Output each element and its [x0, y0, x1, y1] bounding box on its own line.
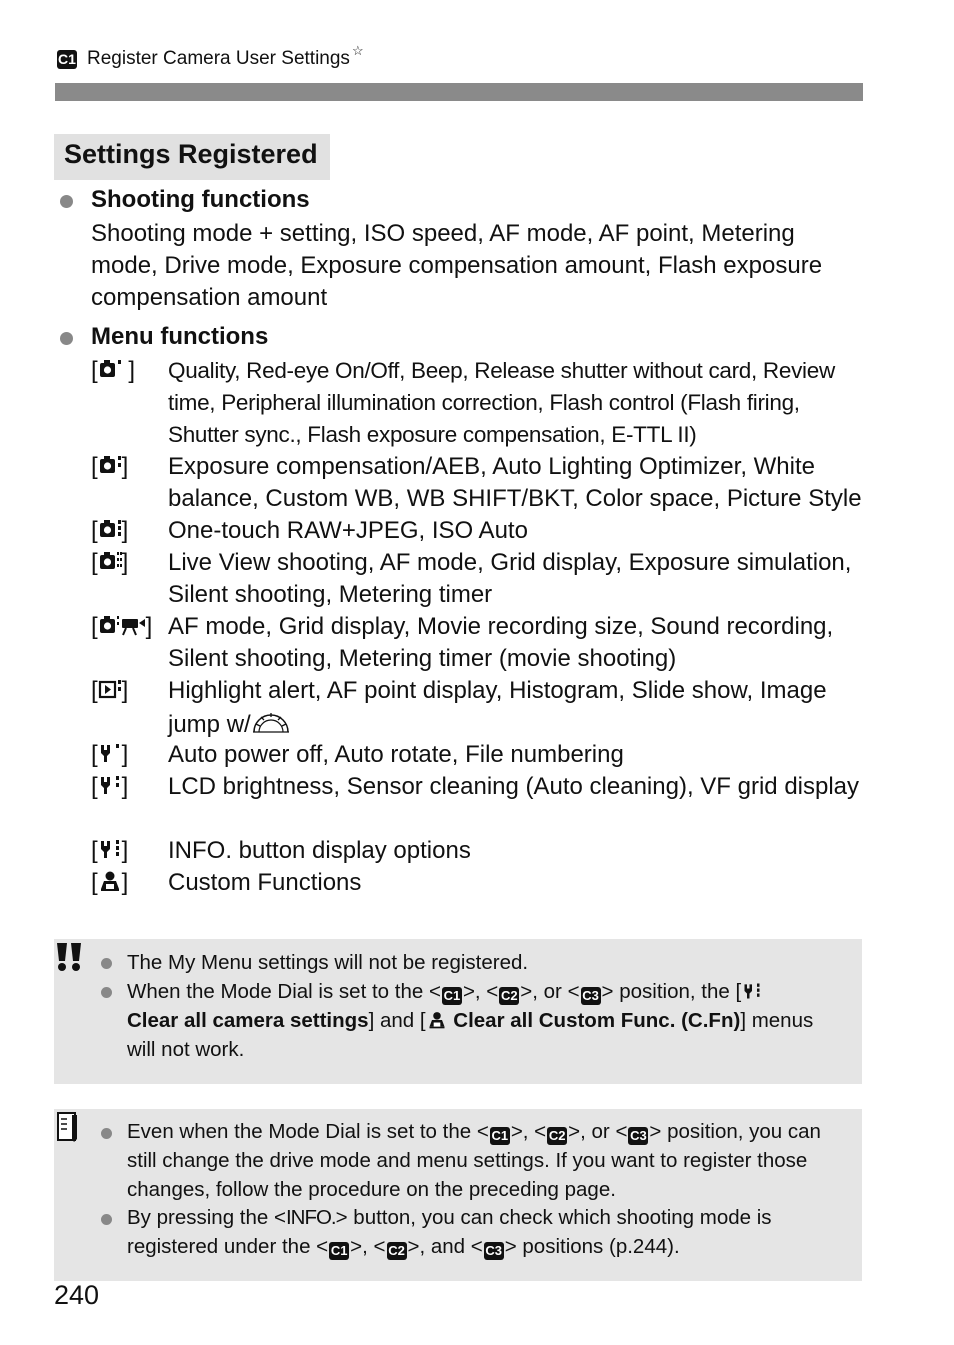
menu-tag: [ ] [91, 869, 129, 896]
setup-menu-3-icon [741, 981, 763, 1001]
shooting-menu-2-icon [98, 453, 122, 477]
custom-functions-icon [426, 1010, 448, 1030]
note-icon [56, 1111, 80, 1143]
menu-tag: [ ] [91, 453, 129, 480]
c1-mode-icon: C1 [443, 988, 461, 1003]
bullet-icon [60, 195, 73, 208]
c2-mode-icon: C2 [388, 1243, 405, 1258]
main-dial-icon [251, 707, 291, 735]
bullet-icon [60, 332, 73, 345]
menu-tag: [ ] [91, 773, 129, 800]
menu-row-text: LCD brightness, Sensor cleaning (Auto cleaning), VF grid display [168, 773, 860, 800]
menu-row-text: Exposure compensation/AEB, Auto Lighting Optimizer, White balance, Custom WB, WB SHIFT/BKT, Color space, Picture Style [168, 453, 862, 512]
c3-mode-icon: C3 [485, 1243, 503, 1258]
page-header [57, 43, 364, 70]
menu-row-text: Live View shooting, AF mode, Grid display, Exposure simulation, Silent shooting, Metering timer [168, 549, 852, 608]
menu-row-text: Auto power off, Auto rotate, File numbering [168, 741, 624, 768]
header-title: Register Camera User Settings [87, 48, 350, 69]
shooting-functions-heading: Shooting functions [91, 186, 310, 213]
menu-row-text: INFO. button display options [168, 837, 471, 864]
menu-tag: [ ] [91, 613, 153, 640]
playback-menu-2-icon [98, 677, 122, 701]
setup-menu-2-icon [98, 773, 122, 797]
movie-menu-icon [98, 613, 146, 637]
star-icon: ☆ [351, 43, 364, 58]
menu-row-text: AF mode, Grid display, Movie recording size, Sound recording, Silent shooting, Metering timer (movie shooting) [168, 613, 834, 672]
clear-camera-settings-label: Clear all camera settings [127, 1009, 369, 1032]
menu-tag: [ ] [91, 837, 129, 864]
bullet-icon [101, 987, 112, 998]
setup-menu-3-icon [98, 837, 122, 861]
caution-item: The My Menu settings will not be registered. [127, 951, 529, 974]
custom-functions-icon [98, 869, 122, 893]
bullet-icon [101, 1214, 112, 1225]
c1-mode-icon: C1 [491, 1128, 509, 1143]
c1-mode-icon: C1 [330, 1243, 348, 1258]
page-number: 240 [54, 1280, 100, 1310]
menu-tag: [ ] [91, 549, 129, 576]
menu-row-text: Highlight alert, AF point display, Histogram, Slide show, Image jump w/ [168, 677, 827, 738]
menu-row-text: One-touch RAW+JPEG, ISO Auto [168, 517, 528, 544]
bullet-icon [101, 1128, 112, 1139]
note-box [54, 1109, 862, 1281]
c3-mode-icon: C3 [630, 1128, 647, 1143]
menu-functions-heading: Menu functions [91, 323, 269, 350]
note-item: By pressing the <INFO.> button, you can check which shooting mode is registered under the < C1 >, < C2 >, and < C3 > positions (p.244). [127, 1206, 772, 1258]
menu-tag: [ ] [91, 741, 129, 768]
caution-box [54, 939, 862, 1084]
shooting-functions-text: Shooting mode + setting, ISO speed, AF mode, AF point, Metering mode, Drive mode, Exposure compensation amount, Flash exposure compensation amount [91, 220, 823, 311]
caution-item: When the Mode Dial is set to the < C1 >, < C2 >, or < C3 > position, the [ Clear all camera settings] and [ Clear all Custom Func. (C.Fn)] menus will not work. [127, 980, 814, 1061]
shooting-menu-4-icon [98, 549, 122, 573]
menu-tag: [ ] [91, 357, 136, 384]
c1-mode-icon: C1 [58, 51, 76, 67]
caution-icon [54, 941, 84, 973]
c3-mode-icon: C3 [582, 988, 599, 1003]
section-title: Settings Registered [54, 134, 330, 180]
menu-tag: [ ] [91, 517, 129, 544]
menu-row-text: Quality, Red-eye On/Off, Beep, Release shutter without card, Review time, Peripheral illumination correction, Flash control (Flash firing, Shutter sync., Flash exposure compensation, E-TTL II) [168, 358, 835, 447]
note-item: Even when the Mode Dial is set to the < C1 >, < C2 >, or < C3 > position, you can still change the drive mode and menu settings. If you want to register those changes, follow the procedure on the preceding page. [127, 1120, 821, 1201]
info-button-icon: INFO. [285, 1206, 336, 1229]
clear-custom-func-label: Clear all Custom Func. (C.Fn) [453, 1009, 741, 1032]
setup-menu-1-icon [98, 741, 122, 765]
c2-mode-icon: C2 [548, 1128, 566, 1143]
menu-row-text: Custom Functions [168, 869, 362, 896]
bullet-icon [101, 958, 112, 969]
shooting-menu-1-icon [98, 357, 122, 381]
header-divider-bar [55, 83, 863, 101]
menu-tag: [ ] [91, 677, 129, 704]
shooting-menu-3-icon [98, 517, 122, 541]
c2-mode-icon: C2 [500, 988, 518, 1003]
